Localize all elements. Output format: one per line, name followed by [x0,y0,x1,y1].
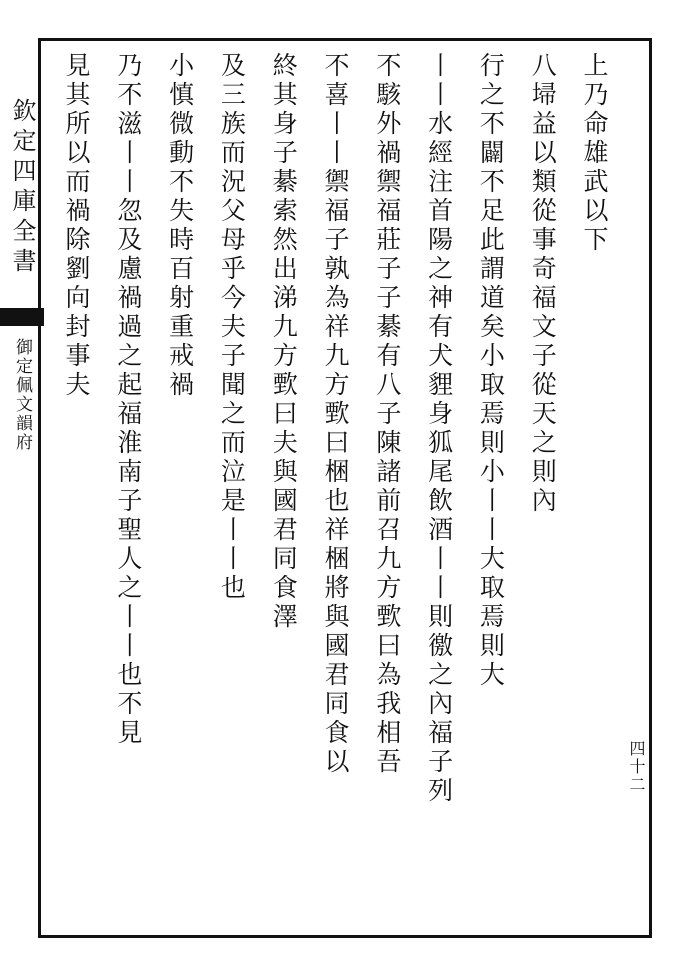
page-number: 四十二 [627,740,646,794]
text-column: 小慎微動不失時百射重戒禍 [165,52,195,400]
text-column: 終其身子綦索然出涕九方歅曰夫與國君同食澤 [269,52,299,632]
book-subtitle: 御定佩文韻府 [12,338,32,452]
text-column: 及三族而況父母乎今夫子聞之而泣是丨丨也 [217,52,247,603]
text-column: 乃不滋丨丨忽及慮禍過之起福淮南子聖人之丨丨也不見 [113,52,143,748]
page-margin [0,38,44,938]
text-column: 不喜丨丨禦福子孰為祥九方歅曰梱也祥梱將與國君同食以 [321,52,351,777]
text-column: 見其所以而禍除劉向封事夫 [62,52,92,400]
vertical-text-body [60,52,620,924]
book-title: 欽定四庫全書 [8,98,36,278]
text-column: 丨丨水經注首陽之神有犬貍身狐尾飲酒丨丨則徼之內福子列 [424,52,454,806]
text-column: 八埽益以類從事奇福文子從天之則內 [528,52,558,516]
text-column: 不駭外禍禦福莊子子綦有八子陳諸前召九方歅曰為我相吾 [372,52,402,777]
text-column: 上乃命雄武以下 [580,52,609,255]
text-column: 行之不闢不足此謂道矣小取焉則小丨丨大取焉則大 [476,52,506,690]
margin-separator [0,308,44,326]
